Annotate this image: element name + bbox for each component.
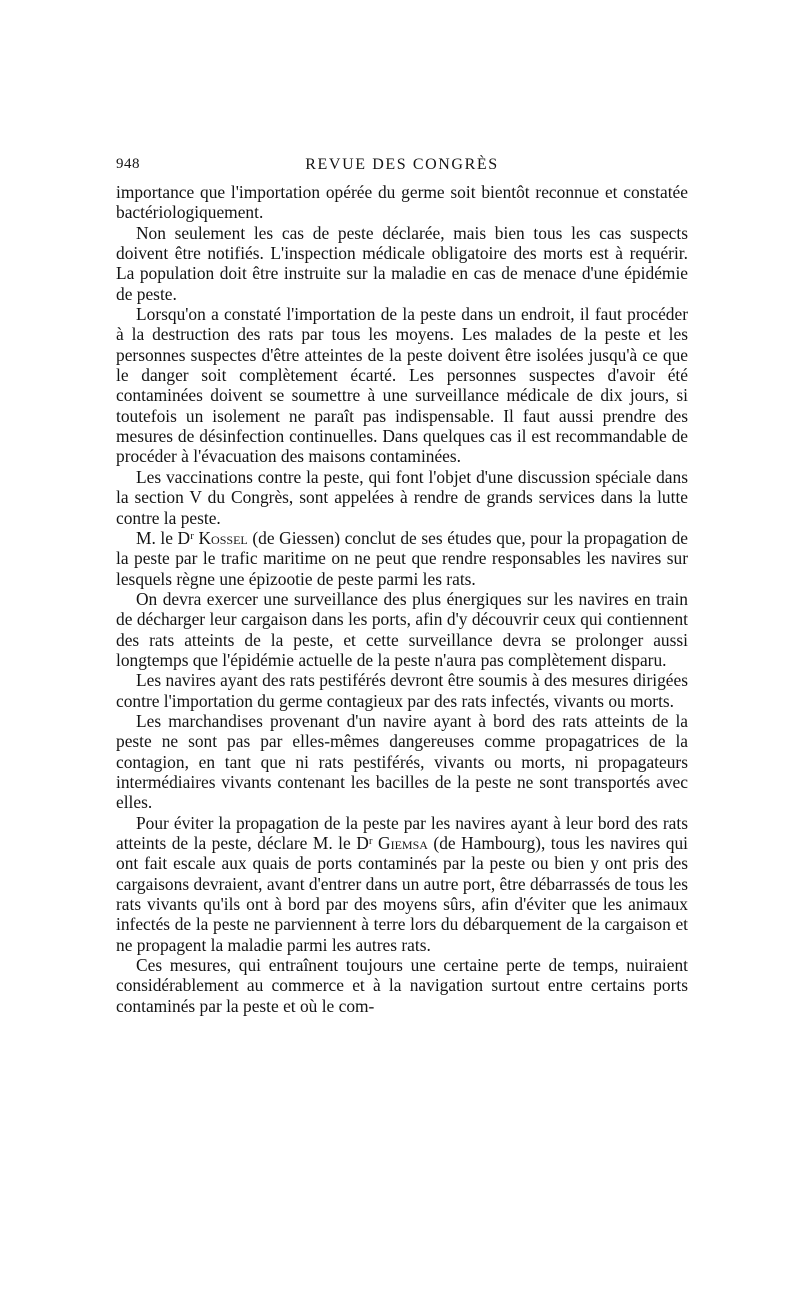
document-page [116, 156, 688, 1016]
author-name: Giemsa [378, 833, 428, 853]
paragraph [116, 670, 688, 711]
paragraph-text: Lorsqu'on a constaté l'importation de la peste dans un endroit, il faut procéder à la destruction des rats par tous les moyens. Les malades de la peste et les personnes suspectes d'être atteintes de la peste doivent être isolées jusqu'à ce que le danger soit complètement écarté. Les personnes suspectes d'avoir été contaminées doivent se soumettre à une surveillance médicale de dix jours, si toutefois un isolement ne paraît pas indispensable. Il faut aussi prendre des mesures de désinfection continuelles. Dans quelques cas il est recommandable de procéder à l'évacuation des maisons contaminées. [116, 304, 688, 467]
paragraph [116, 711, 688, 813]
paragraph-text: (de Hambourg), tous les navires qui ont fait escale aux quais de ports contaminés par la peste ou bien y ont pris des cargaisons devraient, avant d'entrer dans un autre port, être débarrassés de tous les rats vivants qu'ils ont à bord par des moyens sûrs, afin d'éviter que les animaux infectés de la peste ne parviennent à terre lors du débarquement de la cargaison et ne propagent la maladie parmi les autres rats. [116, 833, 688, 955]
running-header [116, 156, 688, 180]
paragraph-text: importance que l'importation opérée du germe soit bientôt reconnue et constatée bactériologiquement. [116, 182, 688, 223]
paragraph-text: On devra exercer une surveillance des plus énergiques sur les navires en train de décharger leur cargaison dans les ports, afin d'y découvrir ceux qui contiennent des rats atteints de la peste, et cette surveillance devra se prolonger aussi longtemps que l'épidémie actuelle de la peste n'aura pas complètement disparu. [116, 588, 688, 670]
paragraph [116, 528, 688, 589]
paragraph [116, 304, 688, 467]
paragraph [116, 223, 688, 304]
paragraph [116, 955, 688, 1016]
running-title: REVUE DES CONGRÈS [305, 156, 499, 173]
paragraph [116, 467, 688, 528]
paragraph [116, 813, 688, 955]
author-name: Kossel [198, 527, 248, 548]
paragraph-text: (de Giessen) conclut de ses études que, pour la propagation de la peste par le trafic maritime on ne peut que rendre responsables les navires sur lesquels règne une épizootie de peste parmi les rats. [116, 527, 688, 589]
paragraph-text: Les vaccinations contre la peste, qui font l'objet d'une discussion spéciale dans la section V du Congrès, sont appelées à rendre de grands services dans la lutte contre la peste. [116, 466, 688, 528]
paragraph-text: Pour éviter la propagation de la peste par les navires ayant à leur bord des rats atteints de la peste, déclare M. le Dʳ [116, 812, 688, 853]
paragraph-text: M. le Dʳ [136, 527, 199, 548]
paragraph-text: Non seulement les cas de peste déclarée, mais bien tous les cas suspects doivent être notifiés. L'inspection médicale obligatoire des morts est à requérir. La population doit être instruite sur la maladie en cas de menace d'une épidémie de peste. [116, 222, 688, 304]
paragraph-text: Les navires ayant des rats pestiférés devront être soumis à des mesures dirigées contre l'importation du germe contagieux par des rats infectés, vivants ou morts. [116, 670, 688, 711]
paragraph-text: Ces mesures, qui entraînent toujours une certaine perte de temps, nuiraient considérablement au commerce et à la navigation surtout entre certains ports contaminés par la peste et où le com- [116, 955, 688, 1016]
body-text [116, 182, 688, 1016]
paragraph [116, 182, 688, 223]
paragraph [116, 589, 688, 670]
page-number: 948 [116, 156, 140, 172]
paragraph-text: Les marchandises provenant d'un navire ayant à bord des rats atteints de la peste ne sont pas par elles-mêmes dangereuses comme propagatrices de la contagion, en tant que ni rats pestiférés, vivants ou morts, ni propagateurs intermédiaires vivants contenant les bacilles de la peste ne sont transportés avec elles. [116, 710, 688, 813]
